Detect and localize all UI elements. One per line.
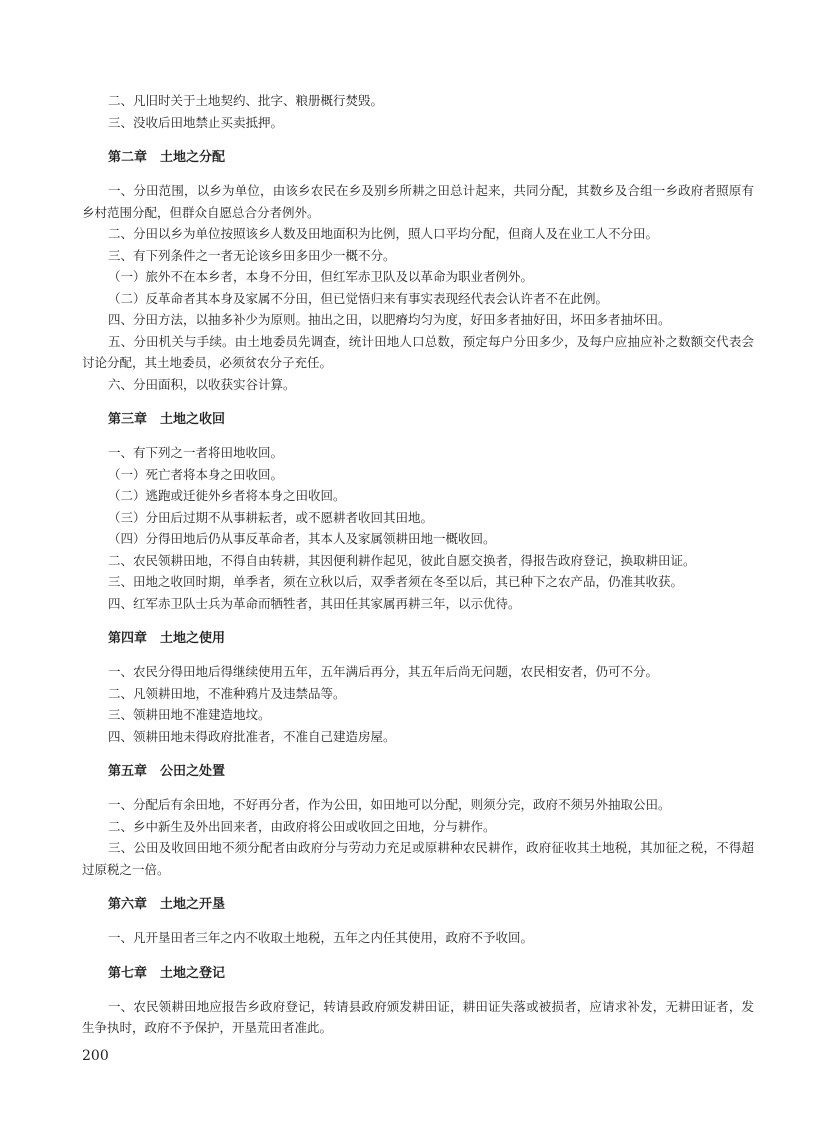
paragraph: 一、农民分得田地后得继续使用五年，五年满后再分，其五年后尚无问题，农民相安者，仍可不分。: [108, 664, 659, 679]
chapter-heading: 第四章 土地之使用: [108, 631, 226, 646]
chapter-heading: 第三章 土地之收回: [108, 412, 226, 427]
chapter-heading: 第二章 土地之分配: [108, 150, 226, 165]
paragraph: 三、没收后田地禁止买卖抵押。: [108, 114, 284, 130]
paragraph: 五、分田机关与手续。由土地委员先调查，统计田地人口总数，预定每户分田多少，及每户应抽应补之数额交代表会讨论分配，其土地委员，必须贫农分子充任。: [82, 333, 754, 370]
paragraph: 四、领耕田地未得政府批准者，不准自己建造房屋。: [108, 728, 396, 744]
paragraph: 三、田地之收回时期，单季者，须在立秋以后，双季者须在冬至以后，其已种下之农产品，仍准其收获。: [108, 574, 684, 589]
paragraph: 二、凡旧时关于土地契约、批字、粮册概行焚毁。: [108, 93, 384, 108]
paragraph: 二、乡中新生及外出回来者，由政府将公田或收回之田地，分与耕作。: [108, 818, 496, 834]
page-number: 200: [82, 1048, 109, 1064]
paragraph: 六、分田面积，以收获实谷计算。: [108, 376, 296, 392]
chapter-heading: 第六章 土地之开垦: [108, 897, 226, 912]
chapter-heading: 第七章 土地之登记: [108, 965, 226, 981]
document-body: [82, 90, 754, 1039]
paragraph: 四、分田方法，以抽多补少为原则。抽出之田，以肥瘠均匀为度，好田多者抽好田，坏田多者抽坏田。: [108, 312, 671, 327]
paragraph: 二、分田以乡为单位按照该乡人数及田地面积为比例，照人口平均分配，但商人及在业工人不分田。: [108, 226, 659, 241]
paragraph: 一、凡开垦田者三年之内不收取土地税，五年之内任其使用，政府不予收回。: [108, 930, 534, 945]
paragraph: （一）死亡者将本身之田收回。: [108, 466, 284, 482]
paragraph: 三、有下列条件之一者无论该乡田多田少一概不分。: [108, 247, 396, 263]
paragraph: 一、有下列之一者将田地收回。: [108, 445, 284, 460]
paragraph: （二）逃跑或迁徙外乡者将本身之田收回。: [108, 488, 346, 503]
paragraph: 三、公田及收回田地不须分配者由政府分与劳动力充足或原耕种农民耕作，政府征收其土地税，其加征之税，不得超过原税之一倍。: [82, 840, 754, 877]
paragraph: （一）旅外不在本乡者，本身不分田，但红军赤卫队及以革命为职业者例外。: [108, 269, 534, 284]
paragraph: 三、领耕田地不准建造地坟。: [108, 707, 271, 722]
paragraph: 一、农民领耕田地应报告乡政府登记，转请县政府颁发耕田证，耕田证失落或被损者，应请求补发，无耕田证者，发生争执时，政府不予保护，开垦荒田者准此。: [82, 998, 754, 1035]
paragraph: 一、分田范围，以乡为单位，由该乡农民在乡及别乡所耕之田总计起来，共同分配，其数乡及合组一乡政府者照原有乡村范围分配，但群众自愿总合分者例外。: [82, 183, 754, 220]
paragraph: （三）分田后过期不从事耕耘者，或不愿耕者收回其田地。: [108, 509, 434, 525]
chapter-heading: 第五章 公田之处置: [108, 764, 226, 779]
paragraph: 二、凡领耕田地，不准种鸦片及违禁品等。: [108, 685, 346, 701]
paragraph: （四）分得田地后仍从事反革命者，其本人及家属领耕田地一概收回。: [108, 531, 496, 546]
paragraph: 四、红军赤卫队士兵为革命而牺牲者，其田任其家属再耕三年，以示优待。: [108, 595, 521, 611]
paragraph: （二）反革命者其本身及家属不分田，但已觉悟归来有事实表现经代表会认许者不在此例。: [108, 290, 609, 306]
paragraph: 一、分配后有余田地，不好再分者，作为公田，如田地可以分配，则须分完，政府不须另外抽取公田。: [108, 797, 671, 812]
paragraph: 二、农民领耕田地，不得自由转耕，其因便利耕作起见，彼此自愿交换者，得报告政府登记，换取耕田证。: [108, 552, 696, 568]
